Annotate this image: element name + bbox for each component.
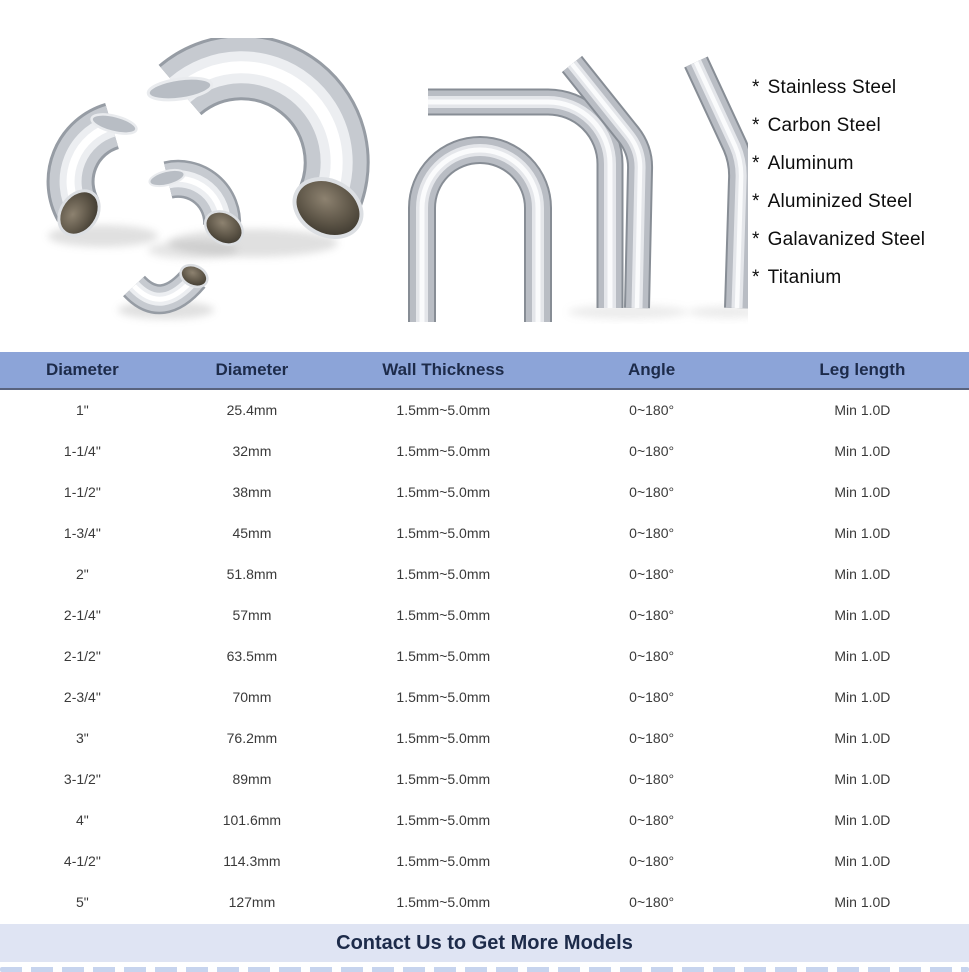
cell-size-mm: 25.4mm [165, 389, 339, 430]
cell-leg-length: Min 1.0D [756, 512, 969, 553]
cell-size-mm: 101.6mm [165, 799, 339, 840]
cell-leg-length: Min 1.0D [756, 594, 969, 635]
materials-list [752, 78, 967, 306]
column-header-angle: Angle [547, 352, 755, 389]
cell-size-mm: 51.8mm [165, 553, 339, 594]
column-header-leg-length: Leg length [756, 352, 969, 389]
header-row [0, 352, 969, 389]
asterisk-bullet: * [752, 191, 760, 212]
cell-angle: 0~180° [547, 553, 755, 594]
cell-leg-length: Min 1.0D [756, 553, 969, 594]
cell-size-inch: 2-3/4" [0, 676, 165, 717]
cell-wall-thickness: 1.5mm~5.0mm [339, 840, 547, 881]
table-row [0, 594, 969, 635]
column-header-wall-thickness: Wall Thickness [339, 352, 547, 389]
material-item [752, 154, 967, 174]
bottom-dashed-edge [0, 967, 969, 972]
contact-us-banner[interactable] [0, 924, 969, 962]
material-label: Titanium [767, 267, 842, 288]
cell-leg-length: Min 1.0D [756, 717, 969, 758]
material-label: Aluminum [767, 153, 854, 174]
material-label: Aluminized Steel [767, 191, 913, 212]
cell-size-mm: 70mm [165, 676, 339, 717]
pipe-90-degree-bend [428, 102, 610, 308]
cell-leg-length: Min 1.0D [756, 881, 969, 922]
cell-wall-thickness: 1.5mm~5.0mm [339, 717, 547, 758]
cell-leg-length: Min 1.0D [756, 430, 969, 471]
cell-leg-length: Min 1.0D [756, 389, 969, 430]
pipe-u-bend [422, 150, 538, 322]
table-row [0, 635, 969, 676]
cell-size-mm: 76.2mm [165, 717, 339, 758]
table-row [0, 389, 969, 430]
cell-size-mm: 127mm [165, 881, 339, 922]
cell-wall-thickness: 1.5mm~5.0mm [339, 471, 547, 512]
cell-size-inch: 1-3/4" [0, 512, 165, 553]
table-row [0, 553, 969, 594]
cell-leg-length: Min 1.0D [756, 799, 969, 840]
spec-table-header [0, 352, 969, 389]
spec-table-body [0, 389, 969, 922]
cell-wall-thickness: 1.5mm~5.0mm [339, 676, 547, 717]
material-item [752, 116, 967, 136]
column-header-diameter-mm: Diameter [165, 352, 339, 389]
cell-angle: 0~180° [547, 635, 755, 676]
elbow-left [50, 111, 138, 243]
elbow-fittings-photo [28, 38, 373, 338]
cell-wall-thickness: 1.5mm~5.0mm [339, 635, 547, 676]
contact-us-label: Contact Us to Get More Models [336, 931, 633, 954]
cell-angle: 0~180° [547, 512, 755, 553]
cell-size-inch: 4-1/2" [0, 840, 165, 881]
mandrel-bends-illustration [398, 12, 748, 324]
cell-size-inch: 3" [0, 717, 165, 758]
cell-wall-thickness: 1.5mm~5.0mm [339, 799, 547, 840]
cell-size-mm: 89mm [165, 758, 339, 799]
cell-wall-thickness: 1.5mm~5.0mm [339, 430, 547, 471]
cell-angle: 0~180° [547, 471, 755, 512]
mandrel-bends-photo [398, 12, 748, 324]
pipe-30-degree-bend [696, 62, 741, 308]
table-row [0, 840, 969, 881]
cell-angle: 0~180° [547, 389, 755, 430]
cell-size-inch: 1-1/2" [0, 471, 165, 512]
cell-wall-thickness: 1.5mm~5.0mm [339, 594, 547, 635]
asterisk-bullet: * [752, 267, 760, 288]
cell-wall-thickness: 1.5mm~5.0mm [339, 758, 547, 799]
cell-angle: 0~180° [547, 430, 755, 471]
asterisk-bullet: * [752, 115, 760, 136]
cell-leg-length: Min 1.0D [756, 676, 969, 717]
cell-leg-length: Min 1.0D [756, 758, 969, 799]
asterisk-bullet: * [752, 153, 760, 174]
cell-leg-length: Min 1.0D [756, 471, 969, 512]
material-label: Stainless Steel [767, 77, 897, 98]
table-row [0, 881, 969, 922]
asterisk-bullet: * [752, 77, 760, 98]
table-row [0, 430, 969, 471]
cell-size-inch: 1" [0, 389, 165, 430]
cell-angle: 0~180° [547, 676, 755, 717]
cell-size-mm: 63.5mm [165, 635, 339, 676]
material-item [752, 192, 967, 212]
elbow-large [147, 67, 372, 248]
hero-section [0, 0, 969, 352]
cell-wall-thickness: 1.5mm~5.0mm [339, 512, 547, 553]
cell-size-inch: 2-1/4" [0, 594, 165, 635]
cell-wall-thickness: 1.5mm~5.0mm [339, 881, 547, 922]
cell-size-inch: 5" [0, 881, 165, 922]
table-row [0, 471, 969, 512]
cell-size-mm: 114.3mm [165, 840, 339, 881]
material-item [752, 268, 967, 288]
cell-leg-length: Min 1.0D [756, 840, 969, 881]
cell-size-inch: 3-1/2" [0, 758, 165, 799]
cell-angle: 0~180° [547, 594, 755, 635]
cell-angle: 0~180° [547, 840, 755, 881]
column-header-diameter-inch: Diameter [0, 352, 165, 389]
cell-size-mm: 38mm [165, 471, 339, 512]
cell-size-mm: 45mm [165, 512, 339, 553]
cell-angle: 0~180° [547, 758, 755, 799]
cell-leg-length: Min 1.0D [756, 635, 969, 676]
table-row [0, 676, 969, 717]
material-label: Carbon Steel [767, 115, 881, 136]
cell-angle: 0~180° [547, 717, 755, 758]
asterisk-bullet: * [752, 229, 760, 250]
cell-wall-thickness: 1.5mm~5.0mm [339, 553, 547, 594]
cell-size-inch: 2-1/2" [0, 635, 165, 676]
table-row [0, 799, 969, 840]
material-item [752, 78, 967, 98]
cell-wall-thickness: 1.5mm~5.0mm [339, 389, 547, 430]
material-item [752, 230, 967, 250]
table-row [0, 717, 969, 758]
table-row [0, 512, 969, 553]
cell-size-inch: 2" [0, 553, 165, 594]
table-row [0, 758, 969, 799]
cell-angle: 0~180° [547, 881, 755, 922]
elbow-fittings-illustration [28, 38, 373, 338]
elbow-bottom [134, 261, 211, 299]
material-label: Galavanized Steel [767, 229, 926, 250]
cell-size-mm: 32mm [165, 430, 339, 471]
cell-size-mm: 57mm [165, 594, 339, 635]
spec-table [0, 352, 969, 922]
cell-size-inch: 1-1/4" [0, 430, 165, 471]
cell-angle: 0~180° [547, 799, 755, 840]
cell-size-inch: 4" [0, 799, 165, 840]
